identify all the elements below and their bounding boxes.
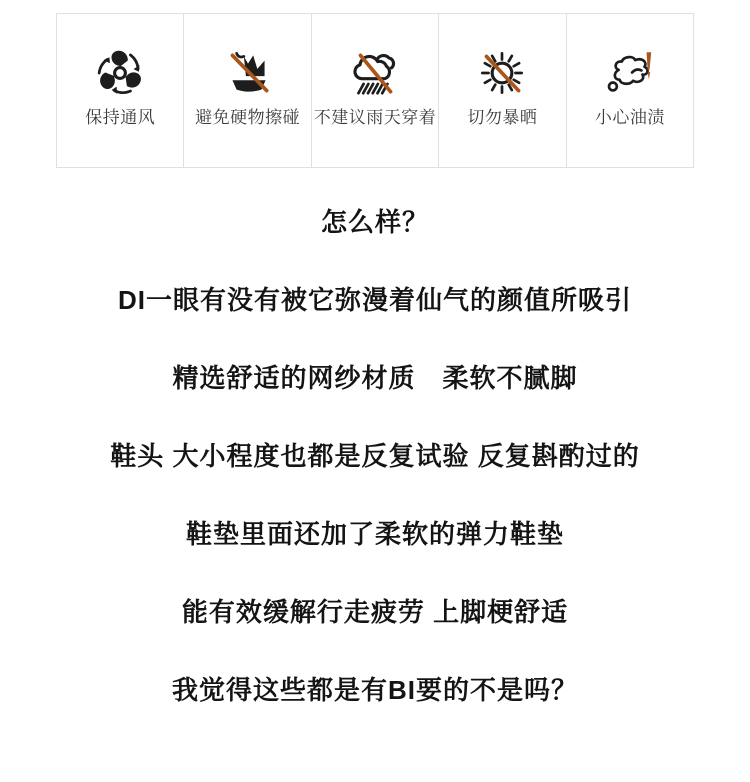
no-sun-exposure-icon [473, 44, 531, 102]
desc-line: DI一眼有没有被它弥漫着仙气的颜值所吸引 [117, 285, 632, 315]
desc-line: 精选舒适的网纱材质 柔软不腻脚 [172, 363, 578, 393]
care-item-no-rain [312, 13, 439, 168]
care-item-no-sun [439, 13, 566, 168]
desc-line: 鞋头 大小程度也都是反复试验 反复斟酌过的 [110, 441, 640, 471]
desc-line: 我觉得这些都是有BI要的不是吗？ [171, 675, 578, 705]
care-label: 避免硬物擦碰 [195, 108, 301, 127]
care-label: 不建议雨天穿着 [313, 108, 437, 127]
oil-stain-warning-icon [601, 44, 659, 102]
desc-line: 鞋垫里面还加了柔软的弹力鞋垫 [185, 519, 564, 549]
desc-heading: 怎么样？ [320, 207, 429, 237]
care-instructions-strip [56, 13, 694, 168]
desc-line: 能有效缓解行走疲劳 上脚梗舒适 [181, 597, 569, 627]
no-rain-wear-icon [346, 44, 404, 102]
no-hard-object-scrape-icon [219, 44, 277, 102]
care-label: 切勿暴晒 [467, 108, 538, 127]
care-label: 保持通风 [85, 108, 156, 127]
care-label: 小心油渍 [594, 108, 665, 127]
fan-icon [91, 44, 149, 102]
product-description [0, 183, 750, 729]
care-item-oil-stain [567, 13, 694, 168]
care-item-ventilation [56, 13, 184, 168]
care-item-no-hard-objects [184, 13, 311, 168]
